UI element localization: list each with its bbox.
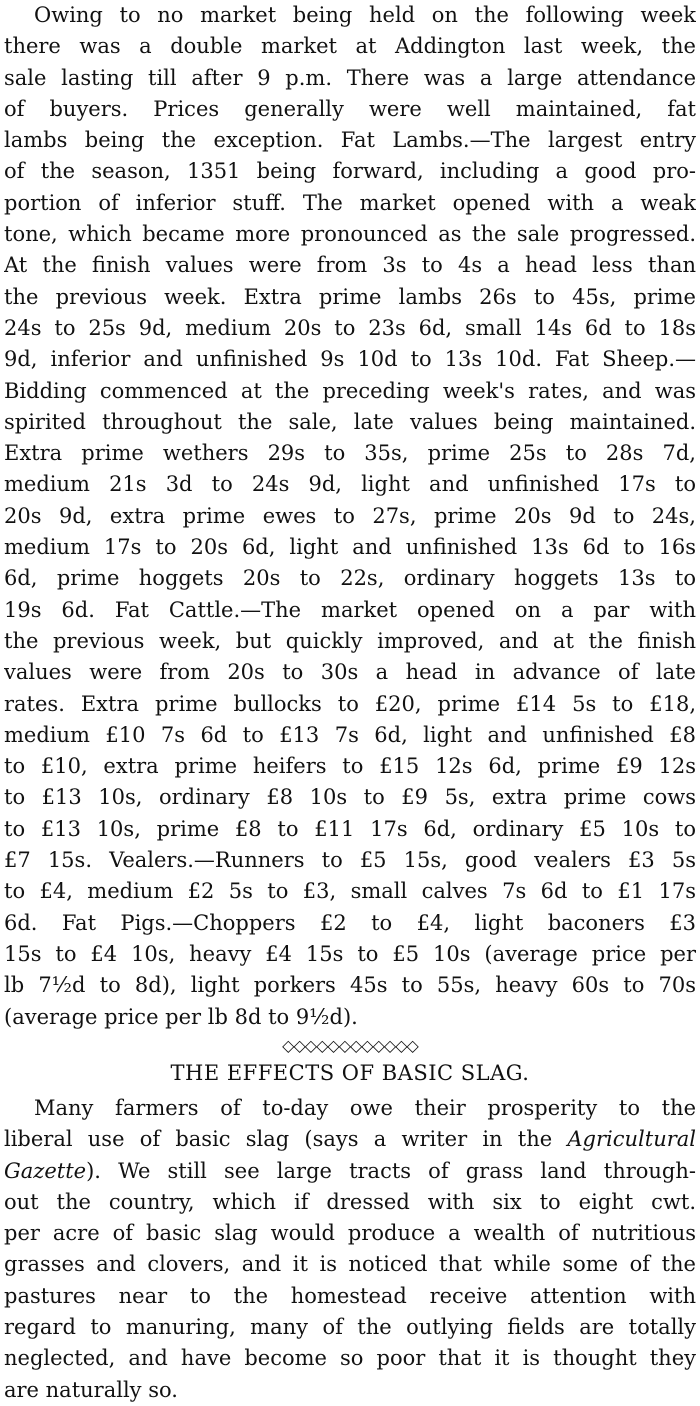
- text-line: medium £10 7s 6d to £13 7s 6d, light and unfinished £8: [4, 722, 696, 747]
- text-line: 24s to 25s 9d, medium 20s to 23s 6d, small 14s 6d to 18s: [4, 315, 696, 340]
- text-line: 9d, inferior and unfinished 9s 10d to 13s 10d. Fat Sheep.—: [4, 347, 696, 372]
- text-line: medium 21s 3d to 24s 9d, light and unfinished 17s to: [4, 472, 696, 497]
- text-line: Extra prime wethers 29s to 35s, prime 25s to 28s 7d,: [4, 441, 696, 466]
- market-report-paragraph: [4, 0, 696, 1033]
- text-line: grasses and clovers, and it is noticed that while some of the: [4, 1252, 696, 1277]
- text-line: lb 7½d to 8d), light porkers 45s to 55s, heavy 60s to 70s: [4, 973, 696, 998]
- text-line: of buyers. Prices generally were well maintained, fat: [4, 96, 696, 121]
- article-title: THE EFFECTS OF BASIC SLAG.: [170, 1061, 530, 1085]
- text-line: 6d, prime hoggets 20s to 22s, ordinary hoggets 13s to: [4, 566, 696, 591]
- text-line: per acre of basic slag would produce a wealth of nutritious: [4, 1221, 696, 1246]
- text-line: to £13 10s, ordinary £8 10s to £9 5s, extra prime cows: [4, 785, 696, 810]
- text-line: 19s 6d. Fat Cattle.—The market opened on a par with: [4, 597, 696, 622]
- text-line: to £4, medium £2 5s to £3, small calves 7s 6d to £1 17s: [4, 879, 696, 904]
- text-line: out the country, which if dressed with six to eight cwt.: [4, 1189, 696, 1214]
- text-line: are naturally so.: [4, 1377, 178, 1402]
- publication-name: Gazette: [4, 1158, 87, 1183]
- text-line: [4, 1124, 696, 1155]
- text-line: rates. Extra prime bullocks to £20, prime £14 5s to £18,: [4, 691, 696, 716]
- text-line: neglected, and have become so poor that it is thought they: [4, 1346, 696, 1371]
- article-paragraph: [4, 1093, 696, 1406]
- text-line: spirited throughout the sale, late values being maintained.: [4, 409, 696, 434]
- text-line: Bidding commenced at the preceding week's rates, and was: [4, 378, 696, 403]
- text-line: regard to manuring, many of the outlying fields are totally: [4, 1315, 696, 1340]
- text-line: (average price per lb 8d to 9½d).: [4, 1004, 358, 1029]
- text-line: medium 17s to 20s 6d, light and unfinished 13s 6d to 16s: [4, 535, 696, 560]
- text-line: tone, which became more pronounced as the sale progressed.: [4, 222, 696, 247]
- diamond-divider: ◇◇◇◇◇◇◇◇◇◇◇◇: [282, 1036, 418, 1055]
- text-line: the previous week. Extra prime lambs 26s to 45s, prime: [4, 284, 696, 309]
- text-fragment: ). We still see large tracts of grass land through-: [86, 1158, 696, 1183]
- text-line: to £10, extra prime heifers to £15 12s 6d, prime £9 12s: [4, 754, 696, 779]
- text-line: [4, 1156, 696, 1187]
- text-line: to £13 10s, prime £8 to £11 17s 6d, ordinary £5 10s to: [4, 816, 696, 841]
- text-line: £7 15s. Vealers.—Runners to £5 15s, good vealers £3 5s: [4, 848, 696, 873]
- text-line: lambs being the exception. Fat Lambs.—The largest entry: [4, 128, 696, 153]
- text-line: Owing to no market being held on the following week: [34, 3, 696, 27]
- text-line: values were from 20s to 30s a head in advance of late: [4, 660, 696, 685]
- text-line: At the finish values were from 3s to 4s a head less than: [4, 253, 696, 278]
- text-line: pastures near to the homestead receive attention with: [4, 1283, 696, 1308]
- text-line: portion of inferior stuff. The market opened with a weak: [4, 190, 696, 215]
- text-line: 20s 9d, extra prime ewes to 27s, prime 20s 9d to 24s,: [4, 503, 696, 528]
- publication-name: Agricultural: [567, 1127, 696, 1152]
- text-line: there was a double market at Addington last week, the: [4, 34, 696, 59]
- text-line: sale lasting till after 9 p.m. There was a large attendance: [4, 65, 696, 90]
- text-line: 6d. Fat Pigs.—Choppers £2 to £4, light baconers £3: [4, 910, 696, 935]
- text-line: the previous week, but quickly improved, and at the finish: [4, 628, 696, 653]
- text-line: of the season, 1351 being forward, including a good pro-: [4, 159, 696, 184]
- text-fragment: liberal use of basic slag (says a writer in the: [4, 1127, 568, 1152]
- text-line: 15s to £4 10s, heavy £4 15s to £5 10s (average price per: [4, 941, 696, 966]
- text-line: Many farmers of to-day owe their prosperity to the: [34, 1096, 696, 1120]
